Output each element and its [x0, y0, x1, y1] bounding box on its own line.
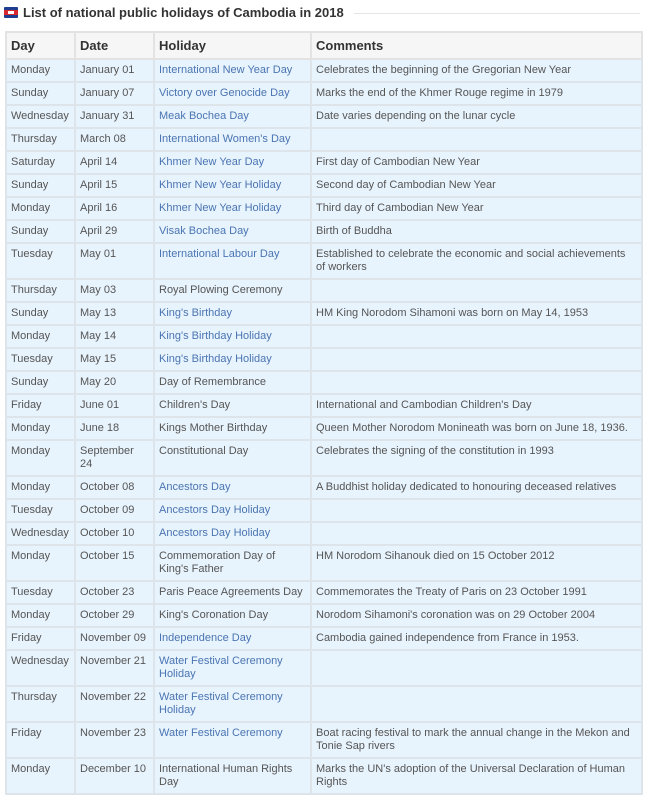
section-title-bar: [4, 2, 640, 22]
cell-day: Friday: [6, 627, 75, 650]
cell-holiday: Children's Day: [154, 394, 311, 417]
cell-comment: International and Cambodian Children's Day: [311, 394, 642, 417]
cell-day: Wednesday: [6, 105, 75, 128]
cell-holiday: International Human Rights Day: [154, 758, 311, 794]
holiday-link[interactable]: King's Birthday: [154, 302, 311, 325]
cell-date: September 24: [75, 440, 154, 476]
cell-day: Thursday: [6, 686, 75, 722]
section-title: List of national public holidays of Cambodia in 2018: [23, 4, 344, 20]
holiday-link[interactable]: Victory over Genocide Day: [154, 82, 311, 105]
table-row: [6, 279, 642, 302]
cell-date: January 07: [75, 82, 154, 105]
cell-day: Sunday: [6, 302, 75, 325]
table-header-row: [6, 32, 642, 59]
cell-date: June 18: [75, 417, 154, 440]
table-row: [6, 722, 642, 758]
cell-date: October 15: [75, 545, 154, 581]
holidays-table: [5, 31, 643, 795]
holiday-link[interactable]: Independence Day: [154, 627, 311, 650]
column-header-day: Day: [6, 32, 75, 59]
cell-holiday: Paris Peace Agreements Day: [154, 581, 311, 604]
cell-date: April 16: [75, 197, 154, 220]
cell-comment: Third day of Cambodian New Year: [311, 197, 642, 220]
cell-comment: HM Norodom Sihanouk died on 15 October 2012: [311, 545, 642, 581]
cell-comment: [311, 128, 642, 151]
cell-comment: [311, 686, 642, 722]
cell-day: Wednesday: [6, 522, 75, 545]
cell-date: May 13: [75, 302, 154, 325]
cell-day: Tuesday: [6, 348, 75, 371]
cell-day: Tuesday: [6, 581, 75, 604]
cell-day: Monday: [6, 604, 75, 627]
holiday-link[interactable]: Ancestors Day Holiday: [154, 522, 311, 545]
table-row: [6, 82, 642, 105]
cell-date: December 10: [75, 758, 154, 794]
cell-date: October 10: [75, 522, 154, 545]
table-row: [6, 174, 642, 197]
cell-comment: Marks the UN's adoption of the Universal Declaration of Human Rights: [311, 758, 642, 794]
holiday-link[interactable]: Ancestors Day: [154, 476, 311, 499]
cell-comment: Norodom Sihamoni's coronation was on 29 October 2004: [311, 604, 642, 627]
holiday-link[interactable]: International Labour Day: [154, 243, 311, 279]
cell-day: Tuesday: [6, 499, 75, 522]
table-row: [6, 371, 642, 394]
table-row: [6, 243, 642, 279]
cell-date: May 20: [75, 371, 154, 394]
table-row: [6, 686, 642, 722]
cell-comment: [311, 279, 642, 302]
table-row: [6, 650, 642, 686]
cell-day: Monday: [6, 758, 75, 794]
table-row: [6, 302, 642, 325]
table-row: [6, 545, 642, 581]
cell-day: Monday: [6, 417, 75, 440]
holiday-link[interactable]: Water Festival Ceremony Holiday: [154, 650, 311, 686]
table-row: [6, 604, 642, 627]
table-row: [6, 197, 642, 220]
cell-day: Thursday: [6, 128, 75, 151]
table-row: [6, 758, 642, 794]
cell-date: April 14: [75, 151, 154, 174]
cell-date: January 31: [75, 105, 154, 128]
cell-date: October 29: [75, 604, 154, 627]
cell-day: Monday: [6, 440, 75, 476]
table-row: [6, 440, 642, 476]
cell-comment: Birth of Buddha: [311, 220, 642, 243]
table-row: [6, 627, 642, 650]
cambodia-flag-icon: [4, 7, 18, 18]
holiday-link[interactable]: Khmer New Year Holiday: [154, 174, 311, 197]
holiday-link[interactable]: Visak Bochea Day: [154, 220, 311, 243]
cell-day: Sunday: [6, 174, 75, 197]
cell-date: May 03: [75, 279, 154, 302]
holiday-link[interactable]: Ancestors Day Holiday: [154, 499, 311, 522]
cell-day: Sunday: [6, 371, 75, 394]
holiday-link[interactable]: Khmer New Year Holiday: [154, 197, 311, 220]
cell-comment: [311, 371, 642, 394]
cell-comment: [311, 325, 642, 348]
cell-day: Monday: [6, 476, 75, 499]
cell-day: Monday: [6, 545, 75, 581]
table-row: [6, 59, 642, 82]
cell-date: May 01: [75, 243, 154, 279]
cell-day: Monday: [6, 59, 75, 82]
holiday-link[interactable]: Water Festival Ceremony Holiday: [154, 686, 311, 722]
cell-comment: Boat racing festival to mark the annual change in the Mekon and Tonie Sap rivers: [311, 722, 642, 758]
table-row: [6, 476, 642, 499]
cell-comment: Marks the end of the Khmer Rouge regime in 1979: [311, 82, 642, 105]
cell-day: Wednesday: [6, 650, 75, 686]
holiday-link[interactable]: Meak Bochea Day: [154, 105, 311, 128]
title-divider: [354, 13, 640, 14]
holiday-link[interactable]: International New Year Day: [154, 59, 311, 82]
cell-comment: Date varies depending on the lunar cycle: [311, 105, 642, 128]
cell-date: April 15: [75, 174, 154, 197]
table-row: [6, 220, 642, 243]
cell-holiday: Commemoration Day of King's Father: [154, 545, 311, 581]
holiday-link[interactable]: King's Birthday Holiday: [154, 348, 311, 371]
column-header-holiday: Holiday: [154, 32, 311, 59]
holiday-link[interactable]: International Women's Day: [154, 128, 311, 151]
cell-date: October 09: [75, 499, 154, 522]
cell-day: Tuesday: [6, 243, 75, 279]
cell-comment: [311, 499, 642, 522]
cell-comment: Second day of Cambodian New Year: [311, 174, 642, 197]
cell-day: Monday: [6, 197, 75, 220]
table-row: [6, 151, 642, 174]
cell-day: Saturday: [6, 151, 75, 174]
table-row: [6, 128, 642, 151]
cell-holiday: Kings Mother Birthday: [154, 417, 311, 440]
cell-comment: First day of Cambodian New Year: [311, 151, 642, 174]
cell-comment: HM King Norodom Sihamoni was born on May 14, 1953: [311, 302, 642, 325]
cell-date: April 29: [75, 220, 154, 243]
cell-date: November 22: [75, 686, 154, 722]
holiday-link[interactable]: King's Birthday Holiday: [154, 325, 311, 348]
cell-comment: Celebrates the beginning of the Gregorian New Year: [311, 59, 642, 82]
cell-holiday: King's Coronation Day: [154, 604, 311, 627]
cell-comment: Commemorates the Treaty of Paris on 23 October 1991: [311, 581, 642, 604]
cell-date: March 08: [75, 128, 154, 151]
cell-date: November 23: [75, 722, 154, 758]
cell-holiday: Day of Remembrance: [154, 371, 311, 394]
cell-comment: [311, 348, 642, 371]
cell-date: October 23: [75, 581, 154, 604]
cell-comment: Queen Mother Norodom Monineath was born on June 18, 1936.: [311, 417, 642, 440]
table-row: [6, 394, 642, 417]
cell-comment: A Buddhist holiday dedicated to honouring deceased relatives: [311, 476, 642, 499]
cell-comment: [311, 650, 642, 686]
cell-date: May 15: [75, 348, 154, 371]
cell-date: January 01: [75, 59, 154, 82]
table-row: [6, 522, 642, 545]
holiday-link[interactable]: Khmer New Year Day: [154, 151, 311, 174]
cell-date: November 09: [75, 627, 154, 650]
cell-comment: Celebrates the signing of the constitution in 1993: [311, 440, 642, 476]
table-body: [6, 59, 642, 794]
table-row: [6, 105, 642, 128]
table-row: [6, 581, 642, 604]
cell-holiday: Royal Plowing Ceremony: [154, 279, 311, 302]
cell-day: Sunday: [6, 220, 75, 243]
cell-date: October 08: [75, 476, 154, 499]
cell-comment: [311, 522, 642, 545]
holiday-link[interactable]: Water Festival Ceremony: [154, 722, 311, 758]
cell-date: November 21: [75, 650, 154, 686]
cell-comment: Established to celebrate the economic and social achievements of workers: [311, 243, 642, 279]
cell-day: Monday: [6, 325, 75, 348]
cell-date: June 01: [75, 394, 154, 417]
cell-day: Thursday: [6, 279, 75, 302]
cell-date: May 14: [75, 325, 154, 348]
cell-holiday: Constitutional Day: [154, 440, 311, 476]
column-header-comments: Comments: [311, 32, 642, 59]
cell-day: Friday: [6, 394, 75, 417]
column-header-date: Date: [75, 32, 154, 59]
table-row: [6, 417, 642, 440]
cell-day: Sunday: [6, 82, 75, 105]
table-row: [6, 499, 642, 522]
table-row: [6, 325, 642, 348]
cell-day: Friday: [6, 722, 75, 758]
table-row: [6, 348, 642, 371]
cell-comment: Cambodia gained independence from France in 1953.: [311, 627, 642, 650]
